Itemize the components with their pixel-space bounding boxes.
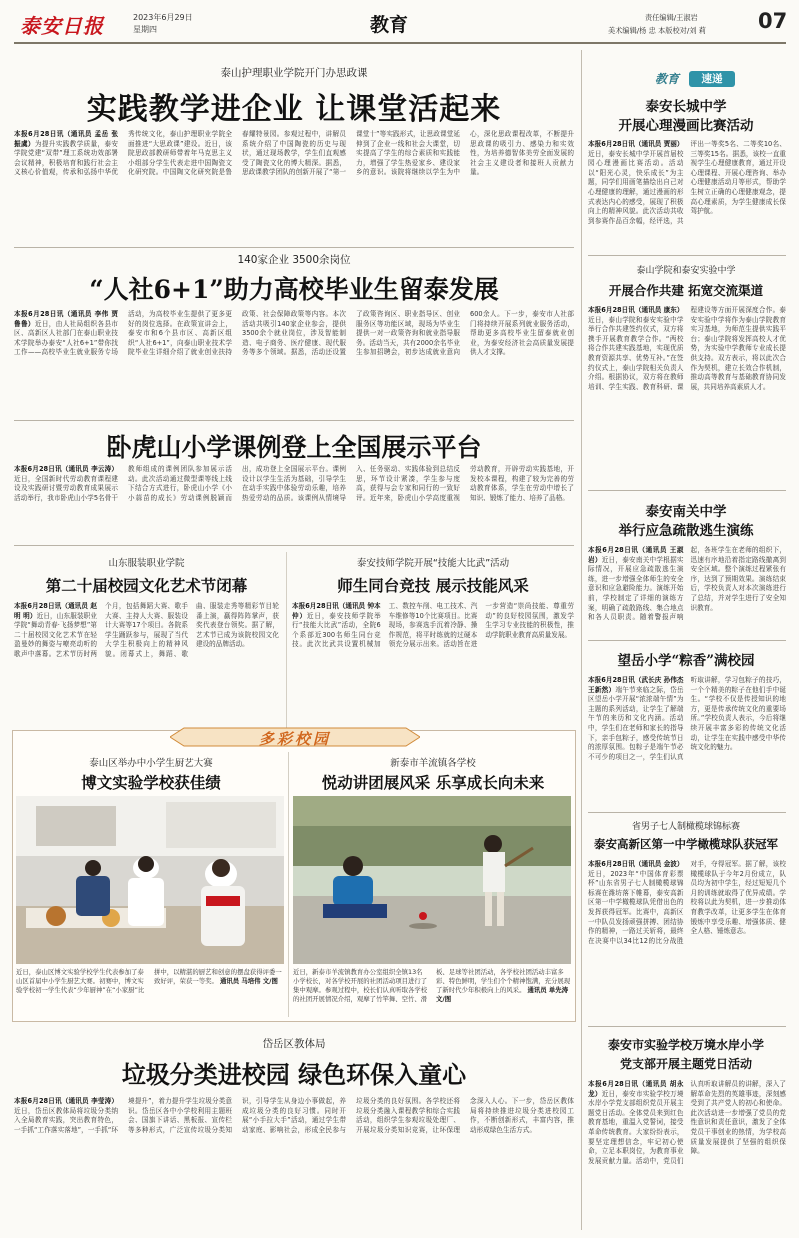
jobs-headline: “人社6+1”助力高校毕业生留泰发展 — [89, 275, 499, 304]
xintai-kicker: 新泰市羊流镇各学校 — [390, 758, 476, 769]
rule-r3 — [588, 640, 786, 641]
party-text: 近日，泰安市实验学校万境水岸小学党支部组织党员开展主题党日活动。全体党员来到红色教育基地，重温入党誓词，接受革命传统教育。大家纷纷表示，要坚定理想信念，牢记初心使命，立足本职岗位，为教育事业发展贡献力量。活动中，党员们认真听取讲解员的讲解，深入了解革命先烈的英雄事迹，深刻感受到了共产党人的初心和使命。此次活动进一步增强了党员的党性意识和责任意识，激发了全体党员干事创业的热情，为学校高质量发展提供了坚强的组织保障。 — [588, 1080, 786, 1165]
issue-weekday: 星期四 — [133, 25, 157, 34]
art-headline: 第二十届校园文化艺术节闭幕 — [45, 576, 248, 595]
art-text: 近日，山东服装职业学院“舞动青春·飞扬梦想”第二十届校园文化艺术节在轻盈曼妙的舞姿与嘹亮动听的歌声中落幕。艺术节历时两个月，包括舞蹈大赛、歌手大赛、主持人大赛、服装设计大赛等17个项目。各院系学生踊跃参与，展现了当代大学生积极向上的精神风貌。闭幕式上，舞蹈、歌曲、服装走秀等精彩节目轮番上演，赢得阵阵掌声，获奖代表登台领奖。据了解，艺术节已成为该院校园文化建设的品牌活动。 — [14, 602, 279, 658]
football-body — [588, 860, 786, 1018]
garbage-text: 近日，岱岳区教体局将垃圾分类纳入全局教育实践，突出教育特色，一手抓“工作落实落地”，一手抓“环境提升”，着力提升学生垃圾分类意识。岱岳区各中小学校利用主题班会、国旗下讲话、黑板报、宣传栏等多种形式，广泛宣传垃圾分类知识，引导学生从身边小事做起，养成垃圾分类的良好习惯。同时开展“小手拉大手”活动，通过学生带动家庭、影响社会，形成全民参与垃圾分类的良好氛围。各学校还将垃圾分类融入课程教学和综合实践活动，组织学生参观垃圾处理厂、开展垃圾分类知识竞赛，让环保理念深入人心。下一步，岱岳区教体局将持续推进垃圾分类进校园工作，不断创新形式，丰富内容，推动形成绿色生活方式。 — [14, 1097, 574, 1134]
skills-kicker: 泰安技师学院开展“技能大比武”活动 — [356, 558, 510, 569]
garbage-kicker: 岱岳区教体局 — [262, 1038, 326, 1050]
coop-kicker: 泰山学院和泰安实验中学 — [636, 266, 736, 276]
kitchen-kicker: 泰山区举办中小学生厨艺大赛 — [89, 758, 213, 769]
masthead — [0, 0, 799, 44]
kitchen-caption-text: 近日，泰山区博文实验学校学生代表参加了泰山区首届中小学生厨艺大赛。初赛中，博文实验学校初一学生代表“少年厨神”在“小家厨”比拼中，以精湛的厨艺和创意的摆盘获得评委一致好评，荣获一等奖。 — [16, 968, 282, 994]
kitchen-caption — [16, 968, 284, 1016]
rule-r1 — [588, 255, 786, 256]
drill-subhead: 举行应急疏散逃生演练 — [618, 523, 754, 539]
garbage-headline: 垃圾分类进校园 绿色环保入童心 — [121, 1060, 467, 1089]
main-kicker: 泰山护理职业学院开门办思政课 — [220, 67, 368, 79]
rule-2 — [14, 420, 574, 421]
football-headline: 泰安高新区第一中学橄榄球队获冠军 — [594, 837, 778, 851]
football-kicker: 省男子七人制橄榄球锦标赛 — [631, 822, 740, 832]
psych-headline: 泰安长城中学 — [645, 99, 727, 115]
drill-body — [588, 546, 786, 636]
col-divider-campus — [288, 752, 289, 1017]
garbage-body — [14, 1097, 574, 1229]
jobs-body — [14, 310, 574, 416]
kitchen-photo — [16, 796, 284, 964]
zongzi-text: 端午节来临之际，岱岳区望岳小学开展“浓浓端午情”为主题的系列活动，让学生了解端午节的来历和文化内涵。活动中，学生们在老师和家长的指导下，亲手包粽子，感受传统节日的浓厚氛围。包粽子是端午节必不可少的项目之一，学生们认真听取讲解，学习包粽子的技巧，一个个精美的粽子在他们手中诞生。“学校不仅是传授知识的地方，更是传承传统文化的重要场所。”学校负责人表示，今后将继续开展丰富多彩的传统文化活动，让学生在实践中感受中华传统文化的魅力。 — [588, 676, 786, 761]
zongzi-body — [588, 676, 786, 806]
wohu-lead: 本报6月28日讯（通讯员 李云涛） — [14, 465, 118, 473]
skills-text: 近日，泰安技师学院举行“技能大比武”活动，全院6个系部近300名师生同台竞技。此次比武共设置机械加工、数控车削、电工技术、汽车维修等10个比赛项目。比赛现场，参赛选手沉着冷静、操作规范，将平时练就的过硬本领充分展示出来。活动旨在进一步营造“崇尚技能、尊重劳动”的良好校园氛围，激发学生学习专业技能的积极性，推动学院职业教育高质量发展。 — [292, 602, 574, 649]
kitchen-headline: 博文实验学校获佳绩 — [81, 773, 221, 792]
main-lead: 本报6月28日讯（通讯员 孟岳 张 振虞） — [14, 130, 118, 148]
outdoor-scene-icon — [293, 796, 571, 964]
xintai-headline: 悦动讲团展风采 乐享成长向未来 — [321, 773, 545, 792]
jobs-text: 近日，由人社局组织各县市区、高新区人社部门在泰山职业技术学院举办泰安“人社6+1”带你找工作——高校毕业生就业服务专场活动，为高校毕业生提供了更多更好的岗位选择。在政策宣讲会上，泰安市和6个县市区、高新区组织“人社6+1”，向泰山职业技术学院毕业生详细介绍了就业创业扶持政策、社会保障政策等内容。本次活动共吸引140家企业参会，提供3500余个就业岗位，涉及智能制造、电子商务、医疗健康、现代服务等多个领域。据悉，活动还设置了政策咨询区、职业指导区、创业服务区等功能区域，现场为毕业生提供一对一政策咨询和就业指导服务。活动当天，共有2000余名毕业生参加招聘会，初步达成就业意向600余人。下一步，泰安市人社部门将持续开展系列就业服务活动，帮助更多高校毕业生留泰就业创业，为泰安经济社会高质量发展提供人才支撑。 — [14, 310, 574, 357]
brief-tag-express: 速递 — [689, 71, 735, 87]
xintai-caption-text: 近日，新泰市羊流镇教育办公室组织全镇13名小学校长，对各学校开展的社团活动项目进行了集中观摩。参观过程中，校长们认真听取各学校的社团开展情况介绍，观摩了竹竿舞、空竹、滑板、足球等社团活动，各学校社团活动丰富多彩、特色鲜明，学生们个个精神饱满，充分展现了新时代少年积极向上的风采。 — [293, 968, 571, 1003]
xintai-credit: 通讯员 单先涛 文/图 — [436, 986, 569, 1003]
rule-r2 — [588, 490, 786, 491]
drill-headline: 泰安南关中学 — [645, 504, 727, 520]
party-subhead: 党支部开展主题党日活动 — [619, 1057, 752, 1071]
coop-text: 近日，泰山学院和泰安实验中学举行合作共建签约仪式，双方将携手开展教育教学合作。“两校将合作共建实践基地，实现优质教育资源共享、优势互补。”在签约仪式上，泰山学院相关负责人介绍。根据协议，双方将在教师培训、学生实践、教育科研、课程建设等方面开展深度合作。泰安实验中学将作为泰山学院教育实习基地，为师范生提供实践平台；泰山学院将发挥高校人才优势，为实验中学教师专业成长提供支持。双方表示，将以此次合作为契机，建立长效合作机制，推动高等教育与基础教育协同发展，共同培养高素质人才。 — [588, 306, 786, 391]
brief-tag — [645, 70, 755, 88]
garbage-lead: 本报6月28日讯（通讯员 李莹涛） — [14, 1097, 118, 1105]
psych-body — [588, 140, 786, 245]
zongzi-headline: 望岳小学“粽香”满校园 — [617, 653, 755, 669]
design-credit: 美术编辑/杨 忠 本版校对/刘 莉 — [608, 26, 706, 35]
skills-headline: 师生同台竞技 展示技能风采 — [337, 576, 529, 595]
jobs-kicker: 140家企业 3500余岗位 — [237, 254, 351, 266]
brief-tag-education: 教育 — [654, 72, 679, 86]
zongzi-lead: 本报6月28日讯（武长庆 孙伟杰 王新然） — [588, 676, 684, 694]
section-title: 教育 — [370, 14, 409, 36]
xintai-caption — [293, 968, 571, 1016]
psych-text: 近日，泰安长城中学开展首届校园心理漫画比赛活动。活动以“阳光心灵，快乐成长”为主题，同学们用画笔描绘出自己对心理健康的理解，通过漫画的形式表达内心的感受，展现了积极向上的精神风貌。此次活动共收到参赛作品百余幅，经评选，共评出一等奖5名、二等奖10名、三等奖15名。据悉，该校一直重视学生心理健康教育，通过开设心理课程、开展心理咨询、举办心理健康活动月等形式，帮助学生树立正确的心理健康观念，提高心理素质，为学生健康成长保驾护航。 — [588, 140, 786, 225]
campus-banner — [170, 726, 420, 748]
rule-3 — [14, 545, 574, 546]
art-lead: 本报6月28日讯（通讯员 赵明 明） — [14, 602, 97, 620]
kitchen-credit: 通讯员 马培伟 文/图 — [219, 977, 278, 985]
rule-1 — [14, 247, 574, 248]
newspaper-logo: 泰安日报 — [20, 14, 104, 38]
jobs-lead: 本报6月28日讯（通讯员 李伟 贾鲁鲁） — [14, 310, 118, 328]
rule-r4 — [588, 812, 786, 813]
wohu-headline: 卧虎山小学课例登上全国展示平台 — [106, 433, 482, 462]
masthead-rule — [14, 42, 786, 44]
skills-body — [292, 602, 574, 726]
psych-lead: 本报6月28日讯（通讯员 贾丽） — [588, 140, 684, 148]
kitchen-scene-icon — [16, 796, 284, 964]
coop-body — [588, 306, 786, 484]
page-number: 07 — [758, 9, 788, 33]
editor-credit: 责任编辑/王淑岩 — [645, 13, 698, 22]
party-lead: 本报6月28日讯（通讯员 胡永龙） — [588, 1080, 684, 1098]
skills-lead: 本报6月28日讯（通讯员 钟本 仲） — [292, 602, 381, 620]
football-text: 近日，2023年“中国体育彩票杯”山东省男子七人制橄榄球锦标赛在潍坊落下帷幕，泰安高新区第一中学橄榄球队凭借出色的发挥获得冠军。比赛中，高新区一中队员发扬顽强拼搏、团结协作的精神，一路过关斩将，最终在决赛中以34比12的比分战胜对手，夺得冠军。据了解，该校橄榄球队于今年2月份成立，队员均为初中学生，经过短短几个月的训练就取得了优异成绩。学校将以此为契机，进一步推动体育教学改革，让更多学生在体育锻炼中享受乐趣、增强体质、健全人格、锤炼意志。 — [588, 860, 786, 945]
party-headline: 泰安市实验学校万境水岸小学 — [607, 1038, 764, 1052]
main-headline: 实践教学进企业 让课堂活起来 — [86, 92, 502, 127]
main-text: 为提升实践教学质量，泰安学院党建“双带”理工系统功效部署会议精神，积极培育和践行社会主义核心价值观，传承和弘扬中华优秀传统文化，泰山护理职业学院全面推进“大思政课”建设。近日，该院思政部教研师带着年马克思主义小组部分学生代表走进中国陶瓷文化研究院。中国陶文化研究院是鲁春耀特景园。参观过程中，讲解员系统介绍了中国陶瓷的历史与现状，通过现场教学，学生们直观感受了陶瓷文化的博大精深。据悉，思政课教学团队的创新开展了“第一课堂十”等实践形式，让思政课堂延伸到了企业一线和社会大课堂，切实提高了学生的综合素质和实践能力，增强了学生热爱家乡、建设家乡的意识。该院将继续以学生为中心，深化思政课程改革，不断提升思政课的吸引力、感染力和实效性，为培养德智体美劳全面发展的社会主义建设者和接班人贡献力量。 — [14, 130, 574, 177]
rule-r5 — [588, 1026, 786, 1027]
football-lead: 本报6月28日讯（通讯员 金波） — [588, 860, 684, 868]
main-col-divider — [581, 50, 582, 1230]
banner-label: 多彩校园 — [258, 730, 331, 748]
issue-date: 2023年6月29日 — [133, 13, 193, 22]
wohu-text: 近日，全国新时代劳动教育课程建设及实践研讨暨劳动教育成果展示活动举行，我市卧虎山小学5名骨干教师组成的课例团队参加展示活动。此次活动通过微型课等线上线下结合方式进行，卧虎山小学《小小蒜苗的成长》劳动课例脱颖而出，成功登上全国展示平台。课例设计以学生生活为基础，引导学生在动手实践中体验劳动乐趣，培养热爱劳动的品质。该课例从情境导入、任务驱动、实践体验到总结反思，环节设计紧凑，学生参与度高，获得与会专家和同行的一致好评。近年来，卧虎山小学高度重视劳动教育，开辟劳动实践基地，开发校本课程，构建了较为完善的劳动教育体系，学生在劳动中增长了知识、锻炼了能力、培养了品格。 — [14, 465, 574, 502]
art-kicker: 山东服装职业学院 — [108, 558, 185, 569]
wohu-body — [14, 465, 574, 541]
party-body — [588, 1080, 786, 1230]
main-body — [14, 130, 574, 244]
xintai-photo — [293, 796, 571, 964]
coop-lead: 本报6月28日讯（通讯员 康东） — [588, 306, 684, 314]
psych-subhead: 开展心理漫画比赛活动 — [618, 118, 754, 134]
col-divider-art — [286, 552, 287, 728]
art-body — [14, 602, 279, 726]
drill-lead: 本报6月28日讯（通讯员 王淑岩） — [588, 546, 684, 564]
coop-headline: 开展合作共建 拓宽交流渠道 — [608, 283, 764, 298]
drill-text: 近日，泰安南关中学根据实际情况，开展应急疏散逃生演练，进一步增强全体师生的安全意识和应急避险能力。演练开始前，学校制定了详细的演练方案，明确了疏散路线、集合地点和各人员职责。随着警报声响起，各班学生在老师的组织下，迅速有序地沿着指定路线撤离到安全区域。整个演练过程紧张有序，达到了预期效果。演练结束后，学校负责人对本次演练进行了总结，并对学生进行了安全知识教育。 — [588, 546, 786, 622]
